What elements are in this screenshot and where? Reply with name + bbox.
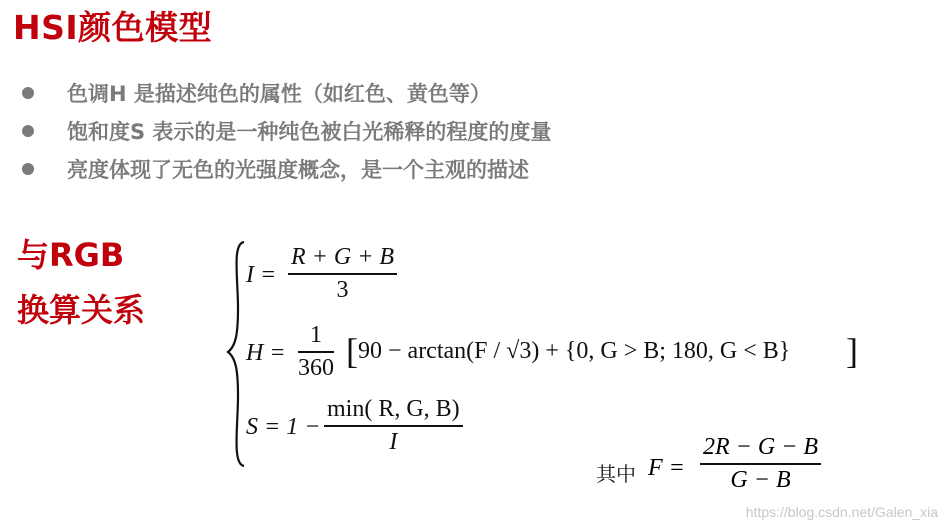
i-fraction — [288, 244, 397, 304]
h-lhs: H = — [246, 340, 286, 366]
h-fraction — [298, 322, 334, 382]
conversion-heading-line2: 换算关系 — [17, 291, 146, 329]
page-title: HSI颜色模型 — [13, 8, 213, 47]
bullet-dot-icon — [22, 125, 34, 137]
bullet-text: 色调H 是描述纯色的属性（如红色、黄色等） — [67, 82, 491, 106]
f-fraction — [700, 434, 821, 494]
f-lhs: F = — [648, 455, 685, 481]
bullet-item-hue — [14, 74, 551, 112]
h-numerator: 1 — [310, 322, 322, 348]
h-denominator: 360 — [298, 354, 334, 381]
i-lhs: I = — [246, 262, 277, 288]
h-body: 90 − arctan(F / √3) + {0, G > B; 180, G < B} — [358, 338, 791, 364]
conversion-heading-line1: 与RGB — [17, 236, 125, 274]
s-fraction — [324, 396, 463, 456]
bullet-text: 饱和度S 表示的是一种纯色被白光稀释的程度的度量 — [67, 120, 552, 144]
watermark: https://blog.csdn.net/Galen_xia — [745, 504, 938, 520]
where-label: 其中 — [596, 462, 636, 486]
bullet-item-intensity — [14, 150, 551, 188]
bullet-text: 亮度体现了无色的光强度概念，是一个主观的描述 — [67, 158, 529, 182]
f-denominator: G − B — [730, 466, 791, 493]
bullet-dot-icon — [22, 163, 34, 175]
right-bracket: ] — [846, 331, 858, 371]
i-numerator: R + G + B — [291, 244, 395, 270]
i-denominator: 3 — [336, 276, 349, 303]
f-numerator: 2R − G − B — [703, 434, 819, 460]
bullet-list — [14, 74, 551, 188]
s-lhs: S = 1 − — [246, 414, 321, 440]
bullet-item-saturation — [14, 112, 551, 150]
bullet-dot-icon — [22, 87, 34, 99]
s-denominator: I — [389, 428, 398, 455]
left-bracket: [ — [346, 331, 358, 371]
s-numerator: min( R, G, B) — [327, 396, 460, 422]
conversion-heading — [17, 228, 145, 338]
